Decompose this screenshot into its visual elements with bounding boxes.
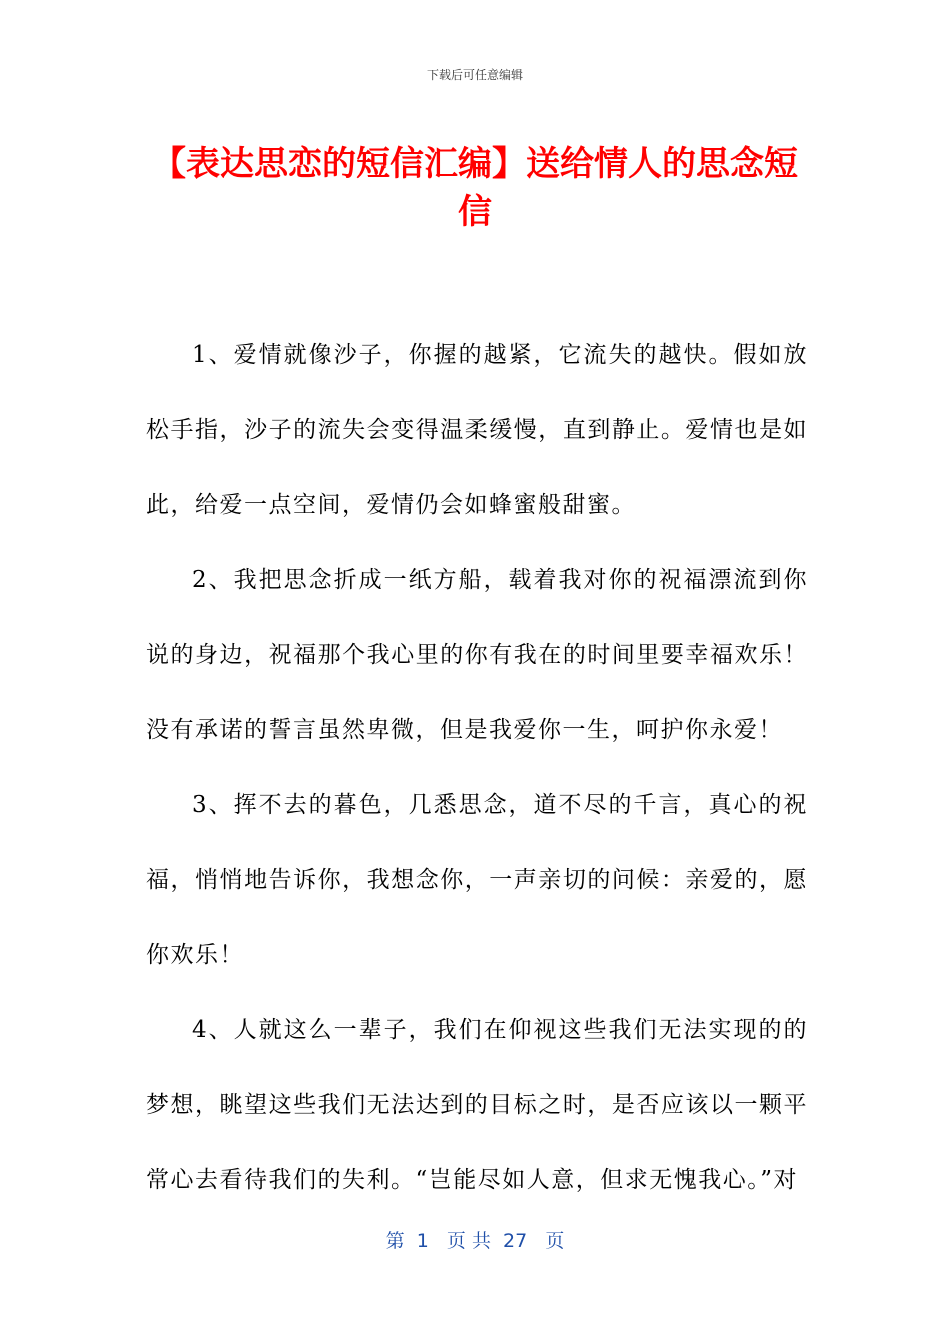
paragraph-4: 4、人就这么一辈子，我们在仰视这些我们无法实现的的梦想，眺望这些我们无法达到的目标之时，是否应该以一颗平常心去看待我们的失利。“岂能尽如人意，但求无愧我心。”对 xyxy=(146,1017,808,1193)
document-body xyxy=(146,318,808,1218)
document-title: 【表达思恋的短信汇编】送给情人的思念短信 xyxy=(152,144,798,232)
paragraph-3: 3、挥不去的暮色，几悉思念，道不尽的千言，真心的祝福，悄悄地告诉你，我想念你，一声亲切的问候：亲爱的，愿你欢乐！ xyxy=(146,792,808,968)
header-note: 下载后可任意编辑 xyxy=(426,68,523,82)
paragraph-2: 2、我把思念折成一纸方船，载着我对你的祝福漂流到你说的身边，祝福那个我心里的你有我在的时间里要幸福欢乐！没有承诺的誓言虽然卑微，但是我爱你一生，呵护你永爱！ xyxy=(146,567,808,743)
paragraph-1: 1、爱情就像沙子，你握的越紧，它流失的越快。假如放松手指，沙子的流失会变得温柔缓慢，直到静止。爱情也是如此，给爱一点空间，爱情仍会如蜂蜜般甜蜜。 xyxy=(146,342,808,518)
page-number-footer: 第 1 页 共 27 页 xyxy=(385,1230,565,1252)
